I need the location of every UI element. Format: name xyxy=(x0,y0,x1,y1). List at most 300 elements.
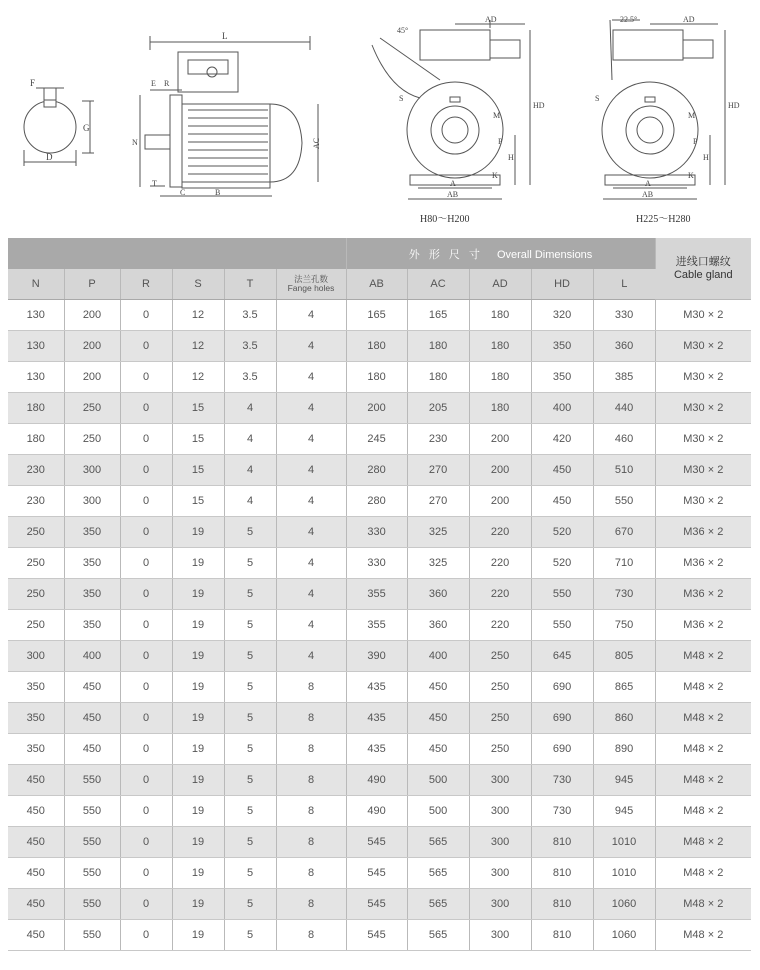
table-cell: 325 xyxy=(407,517,469,548)
table-cell: 450 xyxy=(531,486,593,517)
table-cell: 550 xyxy=(531,579,593,610)
table-cell: 500 xyxy=(407,765,469,796)
label-c: C xyxy=(180,188,186,197)
table-cell: 5 xyxy=(224,796,276,827)
flange-holes-header xyxy=(276,269,346,300)
label-hd-2: HD xyxy=(728,101,740,110)
table-cell: 690 xyxy=(531,672,593,703)
table-cell: 450 xyxy=(64,703,120,734)
table-cell: 8 xyxy=(276,796,346,827)
label-d: D xyxy=(46,152,53,162)
table-cell: 5 xyxy=(224,548,276,579)
table-cell: 8 xyxy=(276,672,346,703)
table-cell: 19 xyxy=(172,703,224,734)
table-cell: 19 xyxy=(172,579,224,610)
table-cell: 165 xyxy=(346,300,407,331)
table-cell: 200 xyxy=(64,331,120,362)
cable-gland-en: Cable gland xyxy=(673,268,733,281)
table-cell: 810 xyxy=(531,889,593,920)
table-row xyxy=(8,517,751,548)
table-cell: 8 xyxy=(276,765,346,796)
table-cell: 5 xyxy=(224,672,276,703)
table-cell: 0 xyxy=(120,889,172,920)
table-cell: 5 xyxy=(224,610,276,641)
table-cell: 730 xyxy=(531,796,593,827)
table-cell: 250 xyxy=(469,641,531,672)
table-cell: 440 xyxy=(593,393,655,424)
table-cell: 180 xyxy=(407,362,469,393)
table-cell: 19 xyxy=(172,641,224,672)
table-cell: 230 xyxy=(407,424,469,455)
table-cell: 220 xyxy=(469,579,531,610)
table-cell: 730 xyxy=(531,765,593,796)
table-cell: 0 xyxy=(120,703,172,734)
table-cell: M48 × 2 xyxy=(655,641,751,672)
table-cell: 4 xyxy=(276,455,346,486)
table-cell: 550 xyxy=(64,796,120,827)
table-cell: 450 xyxy=(531,455,593,486)
table-cell: 250 xyxy=(469,734,531,765)
table-cell: M30 × 2 xyxy=(655,300,751,331)
dimension-table xyxy=(8,238,751,951)
table-cell: 0 xyxy=(120,641,172,672)
table-cell: 5 xyxy=(224,858,276,889)
table-cell: 5 xyxy=(224,579,276,610)
table-cell: M30 × 2 xyxy=(655,455,751,486)
table-row xyxy=(8,765,751,796)
table-cell: 300 xyxy=(469,920,531,951)
table-cell: 945 xyxy=(593,765,655,796)
overall-dimensions-header xyxy=(346,238,655,269)
table-cell: 450 xyxy=(64,734,120,765)
table-cell: 450 xyxy=(8,858,64,889)
table-cell: M36 × 2 xyxy=(655,610,751,641)
table-cell: 12 xyxy=(172,300,224,331)
table-cell: 15 xyxy=(172,393,224,424)
table-cell: 300 xyxy=(469,827,531,858)
table-cell: M48 × 2 xyxy=(655,672,751,703)
table-cell: 450 xyxy=(64,672,120,703)
table-cell: M48 × 2 xyxy=(655,858,751,889)
table-cell: 5 xyxy=(224,827,276,858)
label-f: F xyxy=(30,78,36,88)
table-cell: 220 xyxy=(469,517,531,548)
table-cell: 180 xyxy=(8,393,64,424)
table-cell: 350 xyxy=(8,703,64,734)
table-cell: 520 xyxy=(531,517,593,548)
table-row xyxy=(8,827,751,858)
table-cell: 810 xyxy=(531,920,593,951)
table-cell: 750 xyxy=(593,610,655,641)
table-cell: 280 xyxy=(346,486,407,517)
table-cell: 490 xyxy=(346,765,407,796)
table-cell: 550 xyxy=(64,827,120,858)
table-cell: 0 xyxy=(120,517,172,548)
table-cell: M48 × 2 xyxy=(655,734,751,765)
table-cell: 300 xyxy=(8,641,64,672)
table-cell: 8 xyxy=(276,889,346,920)
table-row xyxy=(8,672,751,703)
table-row xyxy=(8,548,751,579)
table-cell: 355 xyxy=(346,579,407,610)
table-row xyxy=(8,858,751,889)
table-cell: 12 xyxy=(172,362,224,393)
table-cell: 450 xyxy=(407,734,469,765)
table-cell: 3.5 xyxy=(224,300,276,331)
table-cell: 350 xyxy=(8,734,64,765)
label-g: G xyxy=(83,123,90,133)
table-cell: 320 xyxy=(531,300,593,331)
table-cell: 220 xyxy=(469,548,531,579)
table-row xyxy=(8,610,751,641)
table-cell: 12 xyxy=(172,331,224,362)
table-cell: 545 xyxy=(346,827,407,858)
table-cell: 330 xyxy=(346,548,407,579)
motor-dimension-diagrams xyxy=(0,0,760,235)
table-cell: M48 × 2 xyxy=(655,889,751,920)
cable-gland-header xyxy=(655,238,751,300)
table-cell: 360 xyxy=(593,331,655,362)
label-k-2: K xyxy=(688,171,694,180)
table-cell: 4 xyxy=(276,486,346,517)
flange-holes-en: Fange holes xyxy=(287,283,335,293)
table-cell: 390 xyxy=(346,641,407,672)
table-cell: 250 xyxy=(8,548,64,579)
table-cell: 450 xyxy=(8,889,64,920)
table-cell: 180 xyxy=(8,424,64,455)
table-cell: 810 xyxy=(531,827,593,858)
table-cell: 3.5 xyxy=(224,331,276,362)
table-cell: 350 xyxy=(8,672,64,703)
table-cell: 300 xyxy=(469,796,531,827)
column-header: HD xyxy=(531,269,593,300)
table-cell: 270 xyxy=(407,486,469,517)
label-ab-1: AB xyxy=(447,190,459,199)
table-cell: 8 xyxy=(276,734,346,765)
table-cell: 330 xyxy=(346,517,407,548)
table-cell: M36 × 2 xyxy=(655,548,751,579)
table-cell: 200 xyxy=(469,486,531,517)
table-row xyxy=(8,393,751,424)
side-view-diagram xyxy=(140,36,318,196)
table-cell: 420 xyxy=(531,424,593,455)
table-cell: 865 xyxy=(593,672,655,703)
table-cell: 330 xyxy=(593,300,655,331)
label-angle-2: 22.5° xyxy=(620,15,638,24)
table-cell: 355 xyxy=(346,610,407,641)
table-cell: M36 × 2 xyxy=(655,517,751,548)
overall-dimensions-en: Overall Dimensions xyxy=(496,248,593,261)
table-cell: 250 xyxy=(469,672,531,703)
table-cell: 520 xyxy=(531,548,593,579)
table-cell: 550 xyxy=(64,920,120,951)
table-cell: M48 × 2 xyxy=(655,765,751,796)
table-cell: 180 xyxy=(346,331,407,362)
table-cell: M30 × 2 xyxy=(655,331,751,362)
table-cell: 350 xyxy=(531,331,593,362)
table-cell: 4 xyxy=(224,424,276,455)
table-cell: 180 xyxy=(407,331,469,362)
table-cell: 565 xyxy=(407,889,469,920)
table-cell: 5 xyxy=(224,641,276,672)
table-cell: 300 xyxy=(469,858,531,889)
column-header: P xyxy=(64,269,120,300)
table-cell: 450 xyxy=(407,672,469,703)
table-row xyxy=(8,486,751,517)
table-cell: 205 xyxy=(407,393,469,424)
table-cell: 19 xyxy=(172,548,224,579)
label-p-2: P xyxy=(693,137,698,146)
table-cell: 460 xyxy=(593,424,655,455)
front-view-h225-h280-diagram xyxy=(602,20,725,199)
column-header: AC xyxy=(407,269,469,300)
table-row xyxy=(8,455,751,486)
table-cell: 4 xyxy=(276,393,346,424)
table-cell: 565 xyxy=(407,827,469,858)
column-header: N xyxy=(8,269,64,300)
table-cell: 360 xyxy=(407,610,469,641)
table-cell: 0 xyxy=(120,827,172,858)
table-cell: 250 xyxy=(8,579,64,610)
table-cell: 0 xyxy=(120,455,172,486)
column-header: AD xyxy=(469,269,531,300)
table-cell: 300 xyxy=(64,455,120,486)
caption-h225-h280: H225～H280 xyxy=(636,214,691,225)
table-cell: 8 xyxy=(276,920,346,951)
table-cell: 350 xyxy=(64,517,120,548)
label-ac: AC xyxy=(312,137,321,149)
label-t: T xyxy=(152,179,157,188)
table-cell: 4 xyxy=(276,331,346,362)
table-cell: 450 xyxy=(8,920,64,951)
table-cell: 250 xyxy=(64,393,120,424)
table-cell: 180 xyxy=(346,362,407,393)
label-ab-2: AB xyxy=(642,190,654,199)
table-cell: 450 xyxy=(407,703,469,734)
table-cell: 400 xyxy=(407,641,469,672)
table-row xyxy=(8,703,751,734)
table-cell: 4 xyxy=(276,610,346,641)
table-cell: M30 × 2 xyxy=(655,393,751,424)
table-row xyxy=(8,641,751,672)
table-cell: 19 xyxy=(172,765,224,796)
table-cell: 1010 xyxy=(593,858,655,889)
table-cell: 0 xyxy=(120,765,172,796)
label-ad-2: AD xyxy=(683,15,695,24)
label-k-1: K xyxy=(492,171,498,180)
table-cell: 180 xyxy=(469,300,531,331)
label-ad-1: AD xyxy=(485,15,497,24)
table-cell: 0 xyxy=(120,548,172,579)
table-cell: 325 xyxy=(407,548,469,579)
table-cell: 0 xyxy=(120,579,172,610)
table-cell: 5 xyxy=(224,920,276,951)
table-cell: 19 xyxy=(172,920,224,951)
table-cell: 0 xyxy=(120,486,172,517)
header-blank xyxy=(8,238,346,269)
table-cell: 15 xyxy=(172,486,224,517)
table-cell: 19 xyxy=(172,517,224,548)
table-cell: 200 xyxy=(64,362,120,393)
table-cell: 510 xyxy=(593,455,655,486)
table-cell: 350 xyxy=(531,362,593,393)
table-cell: 165 xyxy=(407,300,469,331)
label-p-1: P xyxy=(498,137,503,146)
table-cell: 230 xyxy=(8,455,64,486)
table-cell: 450 xyxy=(8,765,64,796)
table-cell: 4 xyxy=(224,393,276,424)
front-view-h80-h200-diagram xyxy=(372,20,530,199)
table-cell: M48 × 2 xyxy=(655,796,751,827)
label-m-1: M xyxy=(493,111,501,120)
table-cell: 19 xyxy=(172,672,224,703)
label-a-1: A xyxy=(450,179,456,188)
table-cell: 730 xyxy=(593,579,655,610)
flange-holes-cn: 法兰孔数 xyxy=(294,274,329,284)
table-row xyxy=(8,300,751,331)
table-cell: 220 xyxy=(469,610,531,641)
table-cell: 1010 xyxy=(593,827,655,858)
table-cell: 19 xyxy=(172,827,224,858)
table-cell: 0 xyxy=(120,796,172,827)
table-cell: 350 xyxy=(64,610,120,641)
table-body xyxy=(8,300,751,951)
table-cell: 400 xyxy=(64,641,120,672)
table-cell: 130 xyxy=(8,300,64,331)
table-cell: 180 xyxy=(469,362,531,393)
table-cell: 4 xyxy=(276,517,346,548)
table-cell: 5 xyxy=(224,734,276,765)
table-cell: 4 xyxy=(276,362,346,393)
table-cell: 19 xyxy=(172,889,224,920)
table-cell: 490 xyxy=(346,796,407,827)
table-cell: 350 xyxy=(64,548,120,579)
table-cell: 450 xyxy=(8,827,64,858)
table-cell: 200 xyxy=(469,455,531,486)
table-cell: 435 xyxy=(346,672,407,703)
table-cell: 300 xyxy=(64,486,120,517)
table-cell: 690 xyxy=(531,734,593,765)
table-cell: 500 xyxy=(407,796,469,827)
table-row xyxy=(8,734,751,765)
table-cell: 8 xyxy=(276,703,346,734)
table-cell: 180 xyxy=(469,393,531,424)
table-cell: 245 xyxy=(346,424,407,455)
label-hd-1: HD xyxy=(533,101,545,110)
table-cell: 4 xyxy=(276,579,346,610)
table-cell: 0 xyxy=(120,734,172,765)
table-cell: M48 × 2 xyxy=(655,827,751,858)
table-cell: 19 xyxy=(172,858,224,889)
table-cell: 810 xyxy=(531,858,593,889)
table-cell: 550 xyxy=(593,486,655,517)
label-b: B xyxy=(215,188,221,197)
table-cell: M48 × 2 xyxy=(655,703,751,734)
table-cell: 550 xyxy=(64,889,120,920)
table-cell: 300 xyxy=(469,765,531,796)
column-header: L xyxy=(593,269,655,300)
table-cell: M36 × 2 xyxy=(655,579,751,610)
table-cell: 200 xyxy=(346,393,407,424)
table-cell: 690 xyxy=(531,703,593,734)
table-cell: 19 xyxy=(172,734,224,765)
table-cell: 250 xyxy=(64,424,120,455)
table-cell: M48 × 2 xyxy=(655,920,751,951)
table-cell: 945 xyxy=(593,796,655,827)
table-cell: 130 xyxy=(8,362,64,393)
table-cell: 4 xyxy=(276,548,346,579)
table-cell: 565 xyxy=(407,920,469,951)
column-header: T xyxy=(224,269,276,300)
table-cell: M30 × 2 xyxy=(655,486,751,517)
table-cell: 0 xyxy=(120,300,172,331)
table-cell: 860 xyxy=(593,703,655,734)
table-cell: 130 xyxy=(8,331,64,362)
table-cell: 0 xyxy=(120,331,172,362)
table-cell: 360 xyxy=(407,579,469,610)
label-m-2: M xyxy=(688,111,696,120)
label-s-1: S xyxy=(399,94,404,103)
table-cell: 0 xyxy=(120,424,172,455)
cable-gland-cn: 进线口螺纹 xyxy=(675,255,731,268)
table-cell: 550 xyxy=(64,765,120,796)
table-cell: 550 xyxy=(64,858,120,889)
table-row xyxy=(8,331,751,362)
table-row xyxy=(8,362,751,393)
table-cell: 890 xyxy=(593,734,655,765)
table-cell: 435 xyxy=(346,703,407,734)
label-s-2: S xyxy=(595,94,600,103)
table-cell: 15 xyxy=(172,455,224,486)
table-cell: 5 xyxy=(224,517,276,548)
column-header: S xyxy=(172,269,224,300)
table-cell: 200 xyxy=(64,300,120,331)
table-cell: M30 × 2 xyxy=(655,424,751,455)
table-cell: 4 xyxy=(276,641,346,672)
table-cell: 0 xyxy=(120,858,172,889)
table-cell: 710 xyxy=(593,548,655,579)
label-e: E xyxy=(151,79,156,88)
table-cell: 250 xyxy=(469,703,531,734)
table-row xyxy=(8,796,751,827)
table-cell: 250 xyxy=(8,610,64,641)
table-cell: 0 xyxy=(120,393,172,424)
table-cell: 1060 xyxy=(593,920,655,951)
table-cell: 545 xyxy=(346,920,407,951)
table-cell: 350 xyxy=(64,579,120,610)
table-cell: 8 xyxy=(276,858,346,889)
label-l: L xyxy=(222,31,228,41)
table-cell: 4 xyxy=(276,424,346,455)
table-cell: 300 xyxy=(469,889,531,920)
table-cell: 280 xyxy=(346,455,407,486)
table-cell: 15 xyxy=(172,424,224,455)
table-row xyxy=(8,889,751,920)
table-cell: 8 xyxy=(276,827,346,858)
table-cell: 805 xyxy=(593,641,655,672)
table-cell: 1060 xyxy=(593,889,655,920)
table-cell: 3.5 xyxy=(224,362,276,393)
table-cell: 670 xyxy=(593,517,655,548)
table-row xyxy=(8,579,751,610)
table-cell: 19 xyxy=(172,610,224,641)
table-cell: M30 × 2 xyxy=(655,362,751,393)
table-cell: 0 xyxy=(120,610,172,641)
table-cell: 180 xyxy=(469,331,531,362)
table-cell: 4 xyxy=(276,300,346,331)
column-header: R xyxy=(120,269,172,300)
table-cell: 5 xyxy=(224,765,276,796)
